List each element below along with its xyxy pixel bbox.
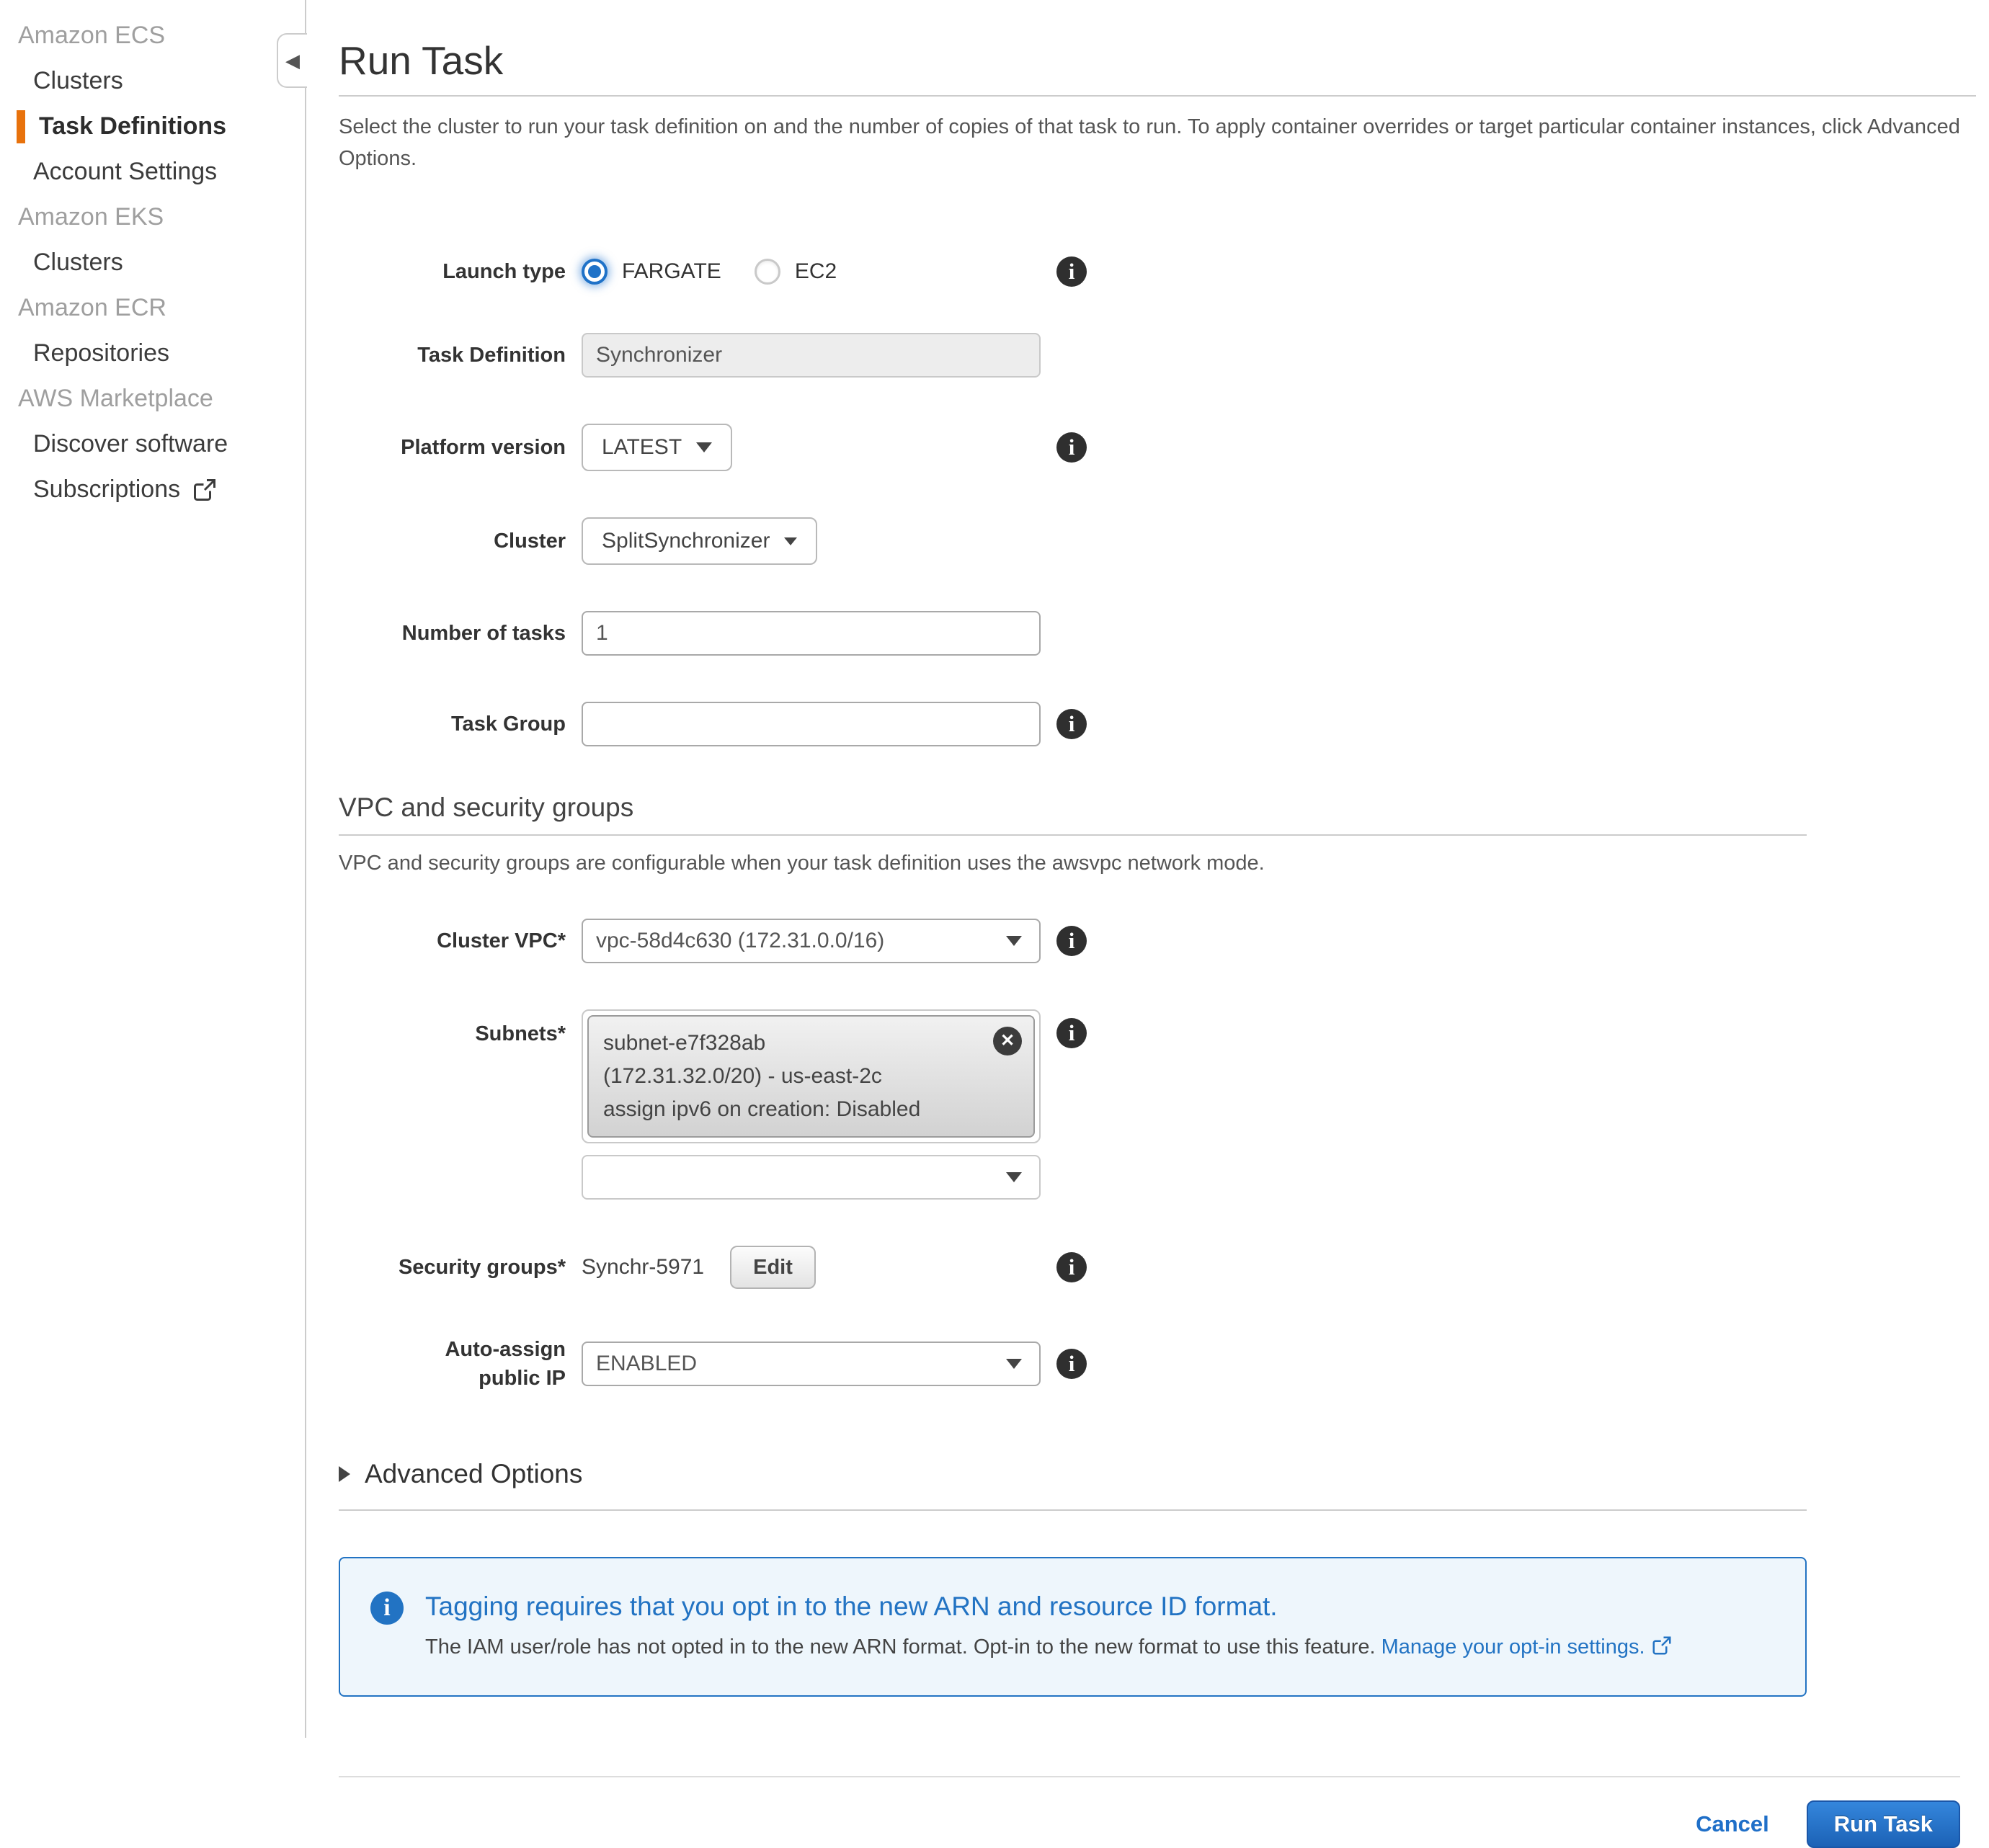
edit-security-groups-button[interactable]: Edit xyxy=(730,1246,816,1289)
task-definition-row xyxy=(339,333,1976,378)
active-item-indicator xyxy=(17,110,25,143)
sidebar-item-subscriptions[interactable] xyxy=(0,467,305,512)
chevron-down-icon xyxy=(784,537,797,545)
add-subnet-select[interactable] xyxy=(582,1155,1041,1200)
footer-divider xyxy=(339,1776,1960,1777)
alert-body-text: The IAM user/role has not opted in to the new ARN format. Opt-in to the new format to use this feature. xyxy=(425,1635,1376,1659)
cluster-vpc-label: Cluster VPC* xyxy=(437,929,566,952)
security-groups-label: Security groups* xyxy=(398,1256,566,1279)
info-icon[interactable]: i xyxy=(1056,1349,1087,1379)
launch-type-row xyxy=(339,256,1976,287)
external-link-icon xyxy=(1651,1635,1673,1656)
cluster-dropdown[interactable] xyxy=(582,517,817,565)
subnets-label: Subnets* xyxy=(475,1022,566,1045)
info-icon[interactable]: i xyxy=(1056,256,1087,287)
alert-info-icon: i xyxy=(370,1592,404,1625)
platform-version-value: LATEST xyxy=(602,435,682,459)
sidebar-item-label: Task Definitions xyxy=(39,112,227,140)
tagging-alert xyxy=(339,1557,1807,1697)
platform-version-row xyxy=(339,424,1976,471)
task-group-row xyxy=(339,702,1976,746)
subnets-control xyxy=(582,1009,1041,1200)
selected-subnet-chip xyxy=(587,1015,1035,1138)
subnet-cidr: (172.31.32.0/20) - us-east-2c xyxy=(603,1064,882,1088)
task-definition-control xyxy=(582,333,1041,378)
sidebar-item-clusters-ecs[interactable]: Clusters xyxy=(33,67,123,94)
launch-type-label: Launch type xyxy=(442,260,566,283)
radio-unselected-icon xyxy=(755,259,780,285)
sidebar-item-task-definitions[interactable] xyxy=(0,104,305,149)
platform-version-control xyxy=(582,424,1041,471)
number-of-tasks-label: Number of tasks xyxy=(401,622,566,645)
run-task-button[interactable]: Run Task xyxy=(1807,1800,1960,1848)
number-of-tasks-control xyxy=(582,611,1041,656)
auto-assign-ip-value: ENABLED xyxy=(596,1352,698,1375)
page-description: Select the cluster to run your task definition on and the number of copies of that task to run. To apply container overrides or target particular container instances, click Advanced Options. xyxy=(339,115,1960,170)
cluster-label: Cluster xyxy=(494,530,566,553)
sidebar-section-amazon-ecs: Amazon ECS xyxy=(18,22,166,49)
launch-type-option-fargate[interactable] xyxy=(582,259,721,285)
launch-type-options xyxy=(582,259,1041,285)
chevron-down-icon xyxy=(696,442,712,452)
cluster-vpc-value: vpc-58d4c630 (172.31.0.0/16) xyxy=(596,929,885,952)
task-definition-input[interactable] xyxy=(582,333,1041,378)
chevron-down-icon xyxy=(1006,1359,1022,1369)
advanced-options-label: Advanced Options xyxy=(365,1459,583,1488)
radio-label: EC2 xyxy=(794,259,837,283)
security-group-value: Synchr-5971 xyxy=(582,1255,705,1279)
platform-version-dropdown[interactable] xyxy=(582,424,732,471)
sidebar xyxy=(0,0,306,1738)
task-group-control xyxy=(582,702,1041,746)
subnets-selection-box xyxy=(582,1009,1041,1143)
security-groups-row xyxy=(339,1246,1976,1289)
vpc-section-title: VPC and security groups xyxy=(339,793,1807,836)
info-icon[interactable]: i xyxy=(1056,432,1087,463)
radio-selected-icon xyxy=(582,259,608,285)
alert-body xyxy=(425,1635,1673,1659)
number-of-tasks-input[interactable] xyxy=(582,611,1041,656)
platform-version-label: Platform version xyxy=(401,436,566,459)
task-definition-label: Task Definition xyxy=(417,344,566,367)
auto-assign-ip-row xyxy=(339,1335,1976,1393)
sidebar-item-label: Subscriptions xyxy=(33,476,181,503)
remove-subnet-icon[interactable]: ✕ xyxy=(993,1027,1022,1055)
footer-actions xyxy=(339,1800,1960,1848)
sidebar-section-amazon-eks: Amazon EKS xyxy=(18,203,164,231)
auto-assign-ip-select[interactable] xyxy=(582,1342,1041,1386)
sidebar-item-clusters-eks[interactable]: Clusters xyxy=(33,249,123,276)
radio-label: FARGATE xyxy=(622,259,721,283)
page-title: Run Task xyxy=(339,37,1976,97)
chevron-down-icon xyxy=(1006,1172,1022,1182)
info-icon[interactable]: i xyxy=(1056,1018,1087,1048)
cluster-vpc-select[interactable] xyxy=(582,919,1041,963)
vpc-section-description: VPC and security groups are configurable when your task definition uses the awsvpc network mode. xyxy=(339,852,1265,875)
sidebar-section-amazon-ecr: Amazon ECR xyxy=(18,294,166,321)
sidebar-item-repositories[interactable]: Repositories xyxy=(33,339,169,367)
alert-content xyxy=(425,1592,1673,1659)
chevron-right-icon xyxy=(339,1466,350,1482)
sidebar-item-discover-software[interactable]: Discover software xyxy=(33,430,228,457)
run-task-form xyxy=(339,256,1976,1848)
subnets-row xyxy=(339,1009,1976,1200)
advanced-options-expander[interactable] xyxy=(339,1459,1807,1511)
task-group-label: Task Group xyxy=(451,713,566,736)
sidebar-collapse-button[interactable] xyxy=(277,33,307,88)
cluster-vpc-row xyxy=(339,919,1976,963)
external-link-icon xyxy=(192,477,218,503)
security-groups-control xyxy=(582,1246,1041,1289)
info-icon[interactable]: i xyxy=(1056,709,1087,739)
auto-assign-ip-label: Auto-assign public IP xyxy=(445,1338,566,1390)
info-icon[interactable]: i xyxy=(1056,926,1087,956)
launch-type-option-ec2[interactable] xyxy=(755,259,837,285)
subnet-name: subnet-e7f328ab xyxy=(603,1031,766,1055)
cluster-control xyxy=(582,517,1041,565)
sidebar-section-aws-marketplace: AWS Marketplace xyxy=(18,385,213,412)
subnet-ipv6: assign ipv6 on creation: Disabled xyxy=(603,1097,921,1121)
auto-assign-ip-control xyxy=(582,1342,1041,1386)
manage-opt-in-settings-link[interactable]: Manage your opt-in settings. xyxy=(1381,1635,1645,1659)
collapse-arrow-icon: ◀ xyxy=(285,49,300,71)
cluster-row xyxy=(339,517,1976,565)
cluster-vpc-control xyxy=(582,919,1041,963)
task-group-input[interactable] xyxy=(582,702,1041,746)
info-icon[interactable]: i xyxy=(1056,1252,1087,1282)
cluster-value: SplitSynchronizer xyxy=(602,529,770,553)
chevron-down-icon xyxy=(1006,936,1022,946)
number-of-tasks-row xyxy=(339,611,1976,656)
sidebar-item-account-settings[interactable]: Account Settings xyxy=(33,158,218,185)
alert-title: Tagging requires that you opt in to the new ARN and resource ID format. xyxy=(425,1592,1278,1621)
main-content xyxy=(306,0,1989,1836)
cancel-button[interactable]: Cancel xyxy=(1696,1811,1769,1836)
